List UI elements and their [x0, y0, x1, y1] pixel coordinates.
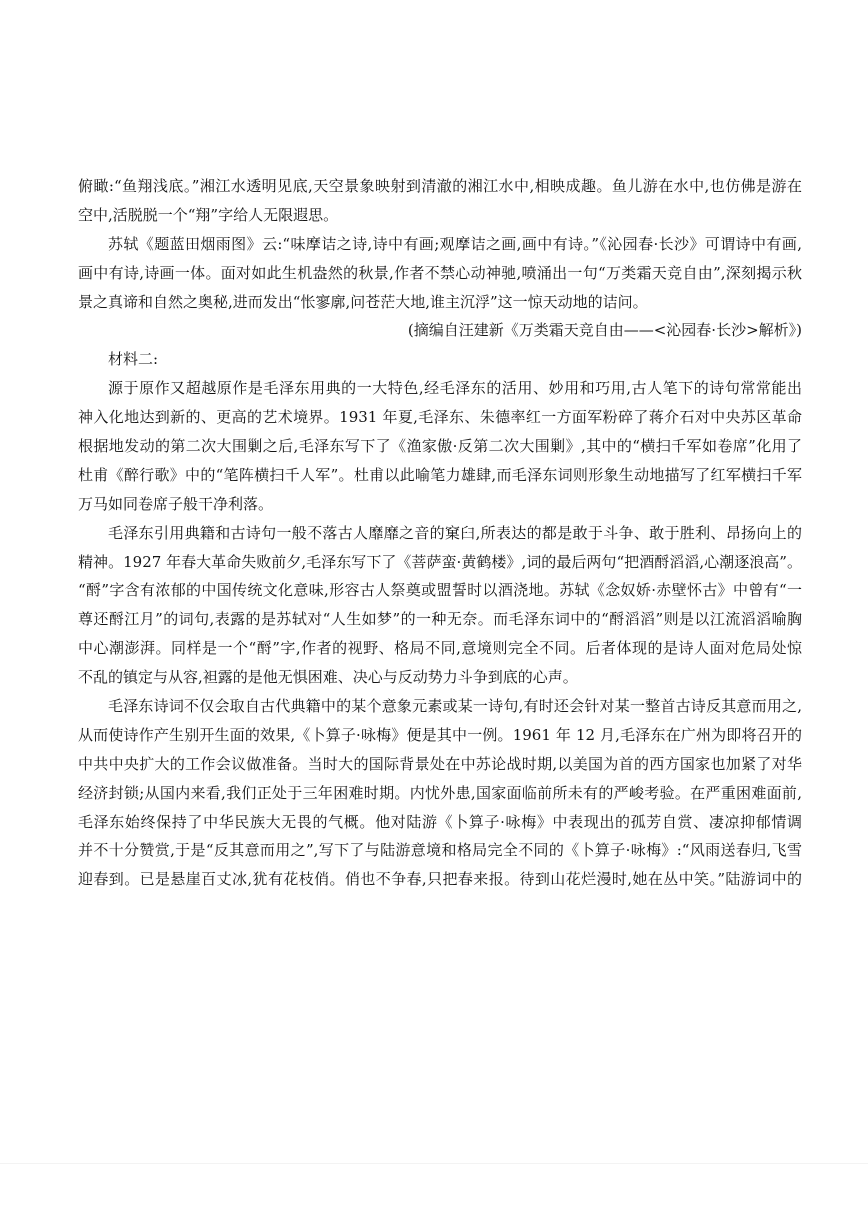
text-line: 并不十分赞赏,于是“反其意而用之”,写下了与陆游意境和格局完全不同的《卜算子·咏梅》:“风雨送春归,飞雪	[78, 841, 802, 860]
page-divider	[0, 1163, 868, 1164]
text-line: 画中有诗,诗画一体。面对如此生机盎然的秋景,作者不禁心动神驰,喷涌出一句“万类霜天竞自由”,深刻揭示秋	[78, 263, 802, 282]
text-line: 不乱的镇定与从容,袒露的是他无惧困难、决心与反动势力斗争到底的心声。	[78, 668, 578, 687]
text-line: 俯瞰:“鱼翔浅底。”湘江水透明见底,天空景象映射到清澈的湘江水中,相映成趣。鱼儿游在水中,也仿佛是游在	[78, 177, 802, 195]
paragraph-3	[78, 374, 802, 518]
text-line: “酹”字含有浓郁的中国传统文化意味,形容古人祭奠或盟誓时以酒浇地。苏轼《念奴娇·赤壁怀古》中曾有“一	[78, 581, 802, 600]
text-line: 神入化地达到新的、更高的艺术境界。1931 年夏,毛泽东、朱德率红一方面军粉碎了蒋介石对中央苏区革命	[78, 408, 802, 427]
text-line: 杜甫《醉行歌》中的“笔阵横扫千人军”。杜甫以此喻笔力雄肆,而毛泽东词则形象生动地描写了红军横扫千军	[78, 465, 802, 484]
text-line: 迎春到。已是悬崖百丈冰,犹有花枝俏。俏也不争春,只把春来报。待到山花烂漫时,她在丛中笑。”陆游词中的	[78, 870, 802, 889]
text-line: 从而使诗作产生别开生面的效果,《卜算子·咏梅》便是其中一例。1961 年 12 月,毛泽东在广州为即将召开的	[78, 725, 802, 744]
paragraph-2	[78, 230, 802, 317]
text-line: 毛泽东引用典籍和古诗句一般不落古人靡靡之音的窠臼,所表达的都是敢于斗争、敢于胜利、昂扬向上的	[108, 523, 802, 542]
text-line: 精神。1927 年春大革命失败前夕,毛泽东写下了《菩萨蛮·黄鹤楼》,词的最后两句“把酒酹滔滔,心潮逐浪高”。	[78, 552, 802, 571]
section-heading: 材料二:	[108, 350, 159, 369]
text-line: 景之真谛和自然之奥秘,进而发出“怅寥廓,问苍茫大地,谁主沉浮”这一惊天动地的诘问。	[78, 292, 648, 311]
document-body	[78, 172, 802, 894]
text-line: 毛泽东始终保持了中华民族大无畏的气概。他对陆游《卜算子·咏梅》中表现出的孤芳自赏、凄凉抑郁情调	[78, 812, 802, 831]
text-line: 中心潮澎湃。同样是一个“酹”字,作者的视野、格局不同,意境则完全不同。后者体现的是诗人面对危局处惊	[78, 639, 802, 658]
paragraph-5	[78, 692, 802, 894]
paragraph-4	[78, 519, 802, 692]
text-line: 空中,活脱脱一个“翔”字给人无限遐思。	[78, 205, 339, 224]
text-line: 源于原作又超越原作是毛泽东用典的一大特色,经毛泽东的活用、妙用和巧用,古人笔下的诗句常常能出	[108, 379, 802, 398]
text-line: 万马如同卷席子般干净利落。	[78, 494, 274, 513]
paragraph-1	[78, 172, 802, 230]
citation: (摘编自汪建新《万类霜天竞自由——<沁园春·长沙>解析》)	[407, 321, 802, 340]
text-line: 根据地发动的第二次大围剿之后,毛泽东写下了《渔家傲·反第二次大围剿》,其中的“横扫千军如卷席”化用了	[78, 437, 802, 456]
text-line: 经济封锁;从国内来看,我们正处于三年困难时期。内忧外患,国家面临前所未有的严峻考验。在严重困难面前,	[78, 783, 802, 802]
text-line: 毛泽东诗词不仅会取自古代典籍中的某个意象元素或某一诗句,有时还会针对某一整首古诗反其意而用之,	[108, 697, 802, 716]
text-line: 尊还酹江月”的词句,表露的是苏轼对“人生如梦”的一种无奈。而毛泽东词中的“酹滔滔”则是以江流滔滔喻胸	[78, 610, 802, 629]
text-line: 中共中央扩大的工作会议做准备。当时大的国际背景处在中苏论战时期,以美国为首的西方国家也加紧了对华	[78, 754, 802, 773]
text-line: 苏轼《题蓝田烟雨图》云:“味摩诘之诗,诗中有画;观摩诘之画,画中有诗。”《沁园春·长沙》可谓诗中有画,	[108, 234, 802, 253]
